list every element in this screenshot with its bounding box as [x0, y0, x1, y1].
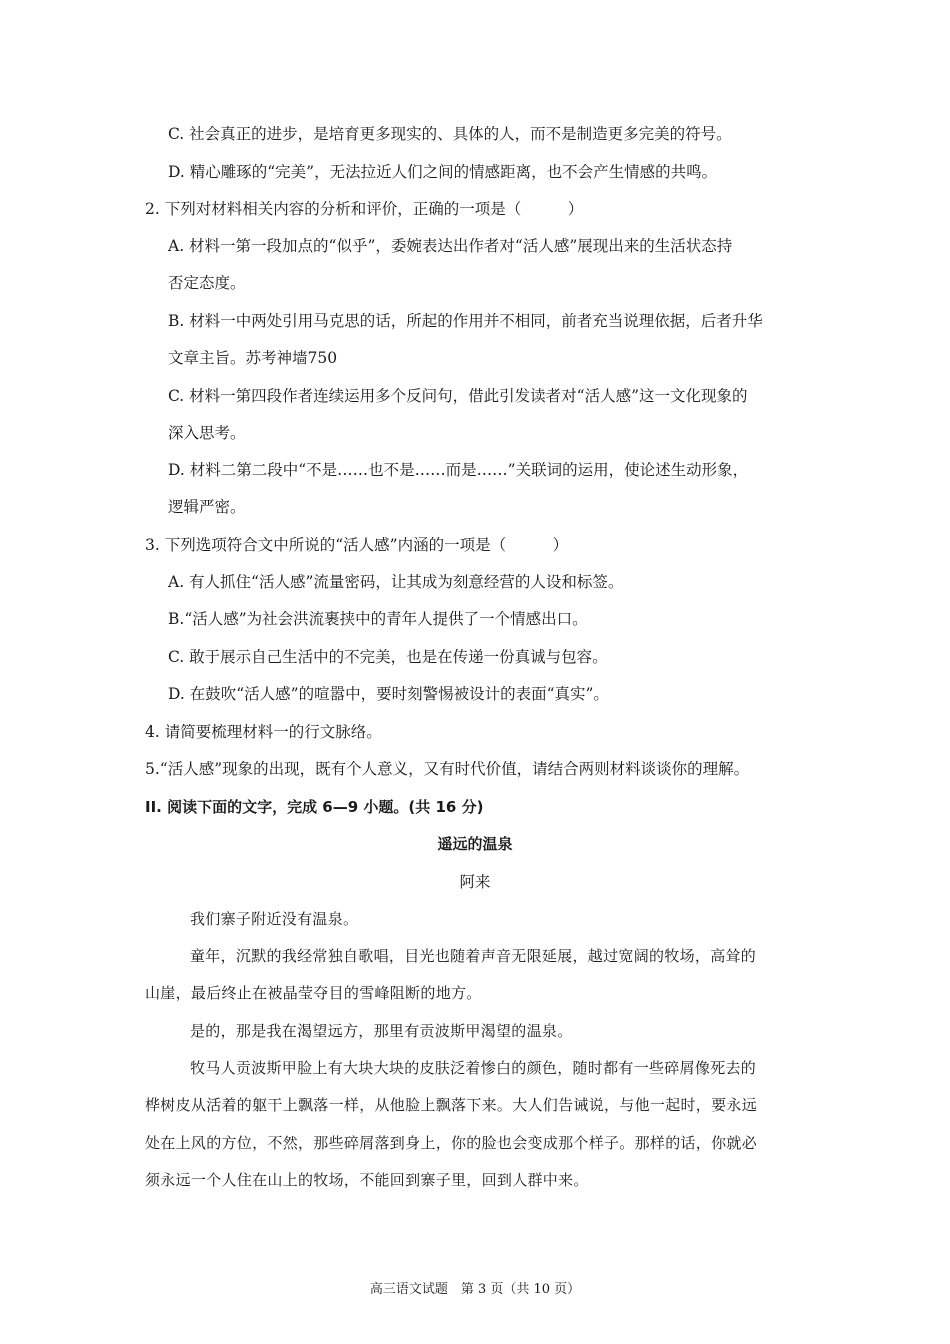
passage-line: 须永远一个人住在山上的牧场，不能回到寨子里，回到人群中来。: [145, 1171, 589, 1189]
q2-option-c-line2: 深入思考。: [168, 424, 246, 442]
q1-option-c: C. 社会真正的进步，是培育更多现实的、具体的人，而不是制造更多完美的符号。: [168, 125, 732, 143]
passage-line: 童年，沉默的我经常独自歌唱，目光也随着声音无限延展，越过宽阔的牧场，高耸的: [190, 947, 757, 965]
passage-line: 是的，那是我在渴望远方，那里有贡波斯甲渴望的温泉。: [190, 1022, 573, 1040]
passage-title: 遥远的温泉: [437, 835, 513, 853]
q3-option-d: D. 在鼓吹“活人感”的喧嚣中，要时刻警惕被设计的表面“真实”。: [168, 685, 609, 703]
passage-line: 我们寨子附近没有温泉。: [190, 910, 359, 928]
q2-option-b-line2: 文章主旨。苏考神墙750: [168, 349, 338, 367]
q2-option-c-line1: C. 材料一第四段作者连续运用多个反问句，借此引发读者对“活人感”这一文化现象的: [168, 387, 748, 405]
q2-option-a-line1: A. 材料一第一段加点的“似乎”，委婉表达出作者对“活人感”展现出来的生活状态持: [168, 237, 733, 255]
q1-option-d: D. 精心雕琢的“完美”，无法拉近人们之间的情感距离，也不会产生情感的共鸣。: [168, 163, 718, 181]
q3-option-c: C. 敢于展示自己生活中的不完美，也是在传递一份真诚与包容。: [168, 648, 608, 666]
passage-line: 处在上风的方位，不然，那些碎屑落到身上，你的脸也会变成那个样子。那样的话，你就必: [145, 1134, 758, 1152]
passage-line: 山崖，最后终止在被晶莹夺目的雪峰阻断的地方。: [145, 984, 482, 1002]
question-5-stem: 5.“活人感”现象的出现，既有个人意义，又有时代价值，请结合两则材料谈谈你的理解。: [145, 760, 750, 778]
q2-option-a-line2: 否定态度。: [168, 274, 246, 292]
question-2-stem: 2. 下列对材料相关内容的分析和评价，正确的一项是（ ）: [145, 200, 584, 218]
passage-author: 阿来: [459, 873, 491, 891]
passage-line: 牧马人贡波斯甲脸上有大块大块的皮肤泛着惨白的颜色，随时都有一些碎屑像死去的: [190, 1059, 757, 1077]
question-3-stem: 3. 下列选项符合文中所说的“活人感”内涵的一项是（ ）: [145, 536, 569, 554]
passage-line: 桦树皮从活着的躯干上飘落一样，从他脸上飘落下来。大人们告诫说，与他一起时，要永远: [145, 1096, 758, 1114]
q2-option-d-line2: 逻辑严密。: [168, 498, 246, 516]
q2-option-b-line1: B. 材料一中两处引用马克思的话，所起的作用并不相同，前者充当说理依据，后者升华: [168, 312, 763, 330]
q3-option-b: B.“活人感”为社会洪流裹挟中的青年人提供了一个情感出口。: [168, 610, 588, 628]
page-footer: 高三语文试题 第 3 页（共 10 页）: [369, 1282, 581, 1297]
q3-option-a: A. 有人抓住“活人感”流量密码，让其成为刻意经营的人设和标签。: [168, 573, 624, 591]
q2-option-d-line1: D. 材料二第二段中“不是……也不是……而是……”关联词的运用，使论述生动形象，: [168, 461, 749, 479]
question-4-stem: 4. 请简要梳理材料一的行文脉络。: [145, 723, 382, 741]
section-2-heading: II. 阅读下面的文字，完成 6—9 小题。(共 16 分): [145, 798, 484, 816]
